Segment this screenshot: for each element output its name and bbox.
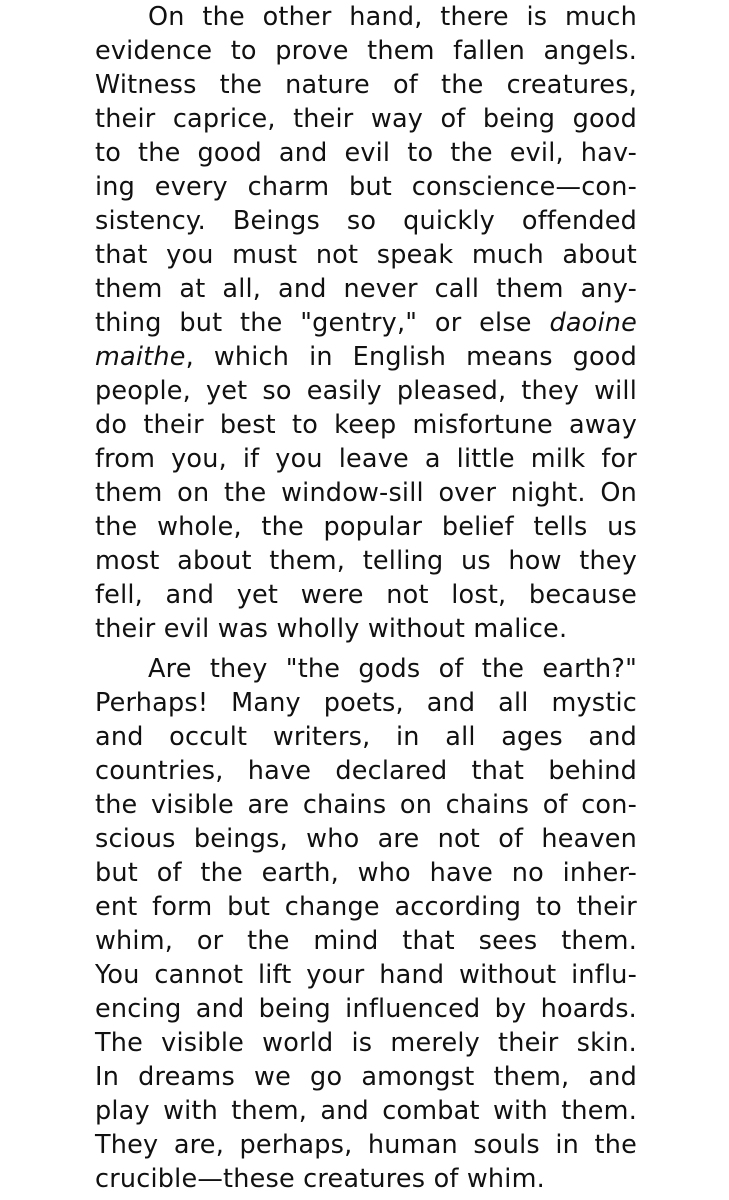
text-segment: Perhaps! Many poets, and all mystic [95, 688, 637, 718]
text-line [95, 720, 637, 754]
text-segment: play with them, and combat with them. [95, 1096, 637, 1126]
text-line [95, 822, 637, 856]
text-line [95, 272, 637, 306]
text-line [95, 578, 637, 612]
text-segment: them at all, and never call them any- [95, 274, 637, 304]
text-segment: but of the earth, who have no inher- [95, 858, 637, 888]
paragraph [95, 0, 637, 646]
text-segment: scious beings, who are not of heaven [95, 824, 637, 854]
text-segment: In dreams we go amongst them, and [95, 1062, 637, 1092]
italic-text: daoine [549, 308, 637, 338]
text-line [95, 1060, 637, 1094]
body-text [95, 0, 637, 1196]
text-segment: Are they "the gods of the earth?" [148, 654, 637, 684]
text-segment: whim, or the mind that sees them. [95, 926, 637, 956]
text-segment: crucible—these creatures of whim. [95, 1164, 545, 1194]
text-line [95, 204, 637, 238]
text-segment: that you must not speak much about [95, 240, 637, 270]
text-line [95, 306, 637, 340]
text-segment: You cannot lift your hand without influ- [95, 960, 637, 990]
text-line [95, 340, 637, 374]
text-segment: people, yet so easily pleased, they will [95, 376, 637, 406]
text-line [95, 924, 637, 958]
text-line [95, 102, 637, 136]
text-line [95, 170, 637, 204]
text-segment: and occult writers, in all ages and [95, 722, 637, 752]
text-line [95, 788, 637, 822]
text-line [95, 1162, 637, 1196]
text-line [95, 612, 637, 646]
text-line [95, 652, 637, 686]
text-segment: their evil was wholly without malice. [95, 614, 568, 644]
text-line [95, 754, 637, 788]
text-line [95, 992, 637, 1026]
text-segment: ent form but change according to their [95, 892, 637, 922]
text-line [95, 958, 637, 992]
text-segment: do their best to keep misfortune away [95, 410, 637, 440]
text-segment: to the good and evil to the evil, hav- [95, 138, 637, 168]
text-segment: most about them, telling us how they [95, 546, 637, 576]
text-segment: evidence to prove them fallen angels. [95, 36, 637, 66]
text-segment: the visible are chains on chains of con- [95, 790, 637, 820]
text-line [95, 476, 637, 510]
text-segment: the whole, the popular belief tells us [95, 512, 637, 542]
text-segment: The visible world is merely their skin. [95, 1028, 637, 1058]
text-segment: encing and being influenced by hoards. [95, 994, 637, 1024]
paragraph [95, 652, 637, 1196]
document-page [95, 0, 637, 1196]
text-segment: thing but the "gentry," or else [95, 308, 550, 338]
text-line [95, 544, 637, 578]
text-line [95, 238, 637, 272]
text-line [95, 1026, 637, 1060]
text-segment: Witness the nature of the creatures, [95, 70, 637, 100]
text-line [95, 686, 637, 720]
text-segment: On the other hand, there is much [148, 2, 637, 32]
text-line [95, 136, 637, 170]
text-segment: from you, if you leave a little milk for [95, 444, 637, 474]
text-line [95, 34, 637, 68]
text-line [95, 408, 637, 442]
text-line [95, 890, 637, 924]
text-line [95, 856, 637, 890]
text-line [95, 1128, 637, 1162]
text-line [95, 510, 637, 544]
text-segment: , which in English means good [185, 342, 637, 372]
text-segment: sistency. Beings so quickly offended [95, 206, 637, 236]
text-line [95, 442, 637, 476]
text-line [95, 374, 637, 408]
text-line [95, 1094, 637, 1128]
text-segment: them on the window-sill over night. On [95, 478, 637, 508]
text-segment: fell, and yet were not lost, because [95, 580, 637, 610]
text-segment: They are, perhaps, human souls in the [95, 1130, 637, 1160]
text-segment: countries, have declared that behind [95, 756, 637, 786]
text-line [95, 0, 637, 34]
italic-text: maithe [95, 342, 186, 372]
text-segment: ing every charm but conscience—con- [95, 172, 637, 202]
text-segment: their caprice, their way of being good [95, 104, 637, 134]
text-line [95, 68, 637, 102]
